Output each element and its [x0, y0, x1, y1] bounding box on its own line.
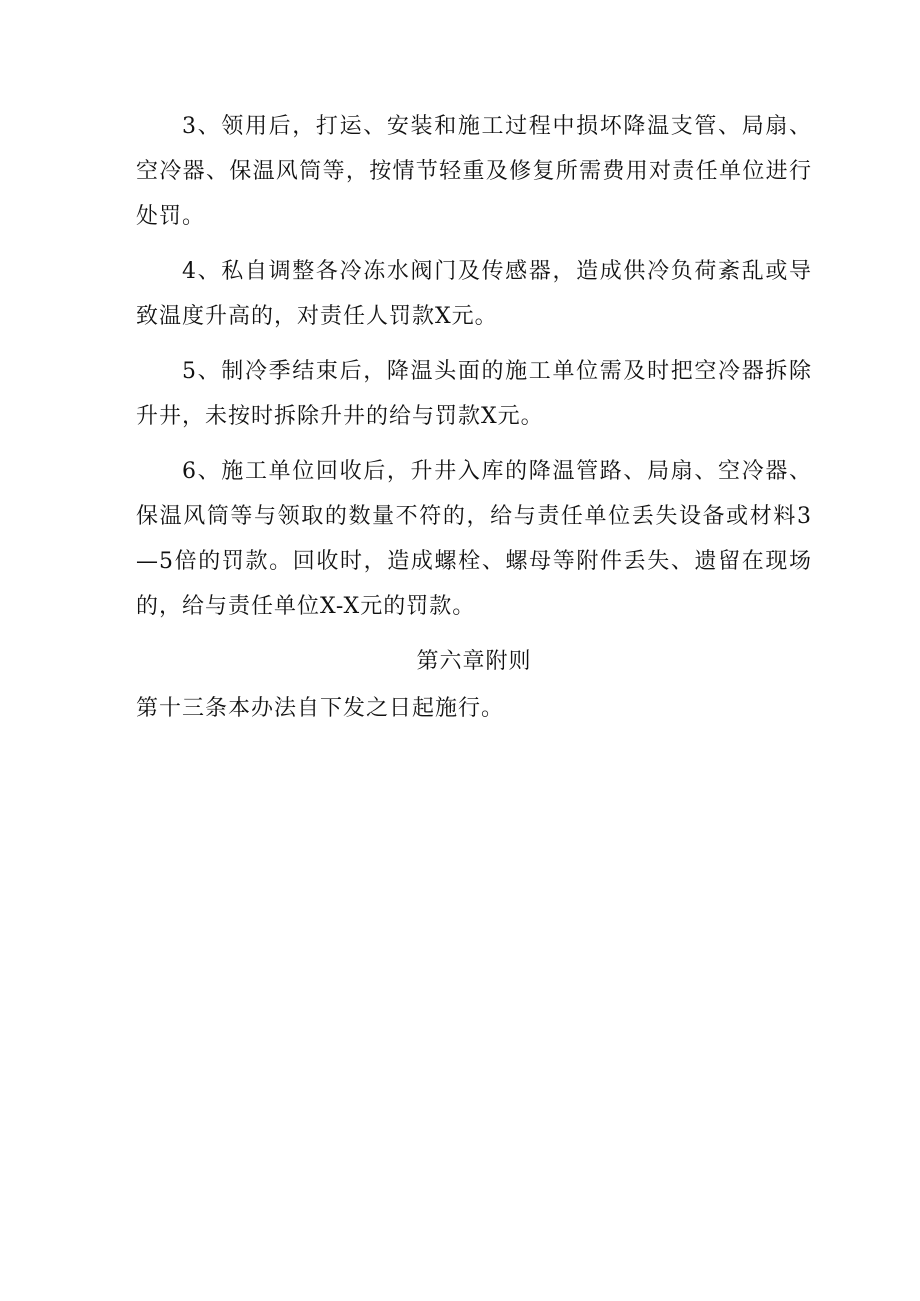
paragraph-item-4: 4、私自调整各冷冻水阀门及传感器，造成供冷负荷紊乱或导致温度升高的，对责任人罚款X元。: [136, 259, 812, 329]
paragraph-item-5: 5、制冷季结束后，降温头面的施工单位需及时把空冷器拆除升井，未按时拆除升井的给与罚款X元。: [136, 359, 812, 429]
chapter-heading: 第六章附则: [416, 649, 532, 674]
paragraph-item-6: 6、施工单位回收后，升井入库的降温管路、局扇、空冷器、保温风筒等与领取的数量不符的，给与责任单位丢失设备或材料3—5倍的罚款。回收时，造成螺栓、螺母等附件丢失、遗留在现场的，给与责任单位X-X元的罚款。: [136, 459, 812, 619]
final-article: 第十三条本办法自下发之日起施行。: [136, 696, 505, 721]
paragraph-item-3: 3、领用后，打运、安装和施工过程中损坏降温支管、局扇、空冷器、保温风筒等，按情节轻重及修复所需费用对责任单位进行处罚。: [136, 114, 812, 229]
document-body: [136, 104, 812, 741]
